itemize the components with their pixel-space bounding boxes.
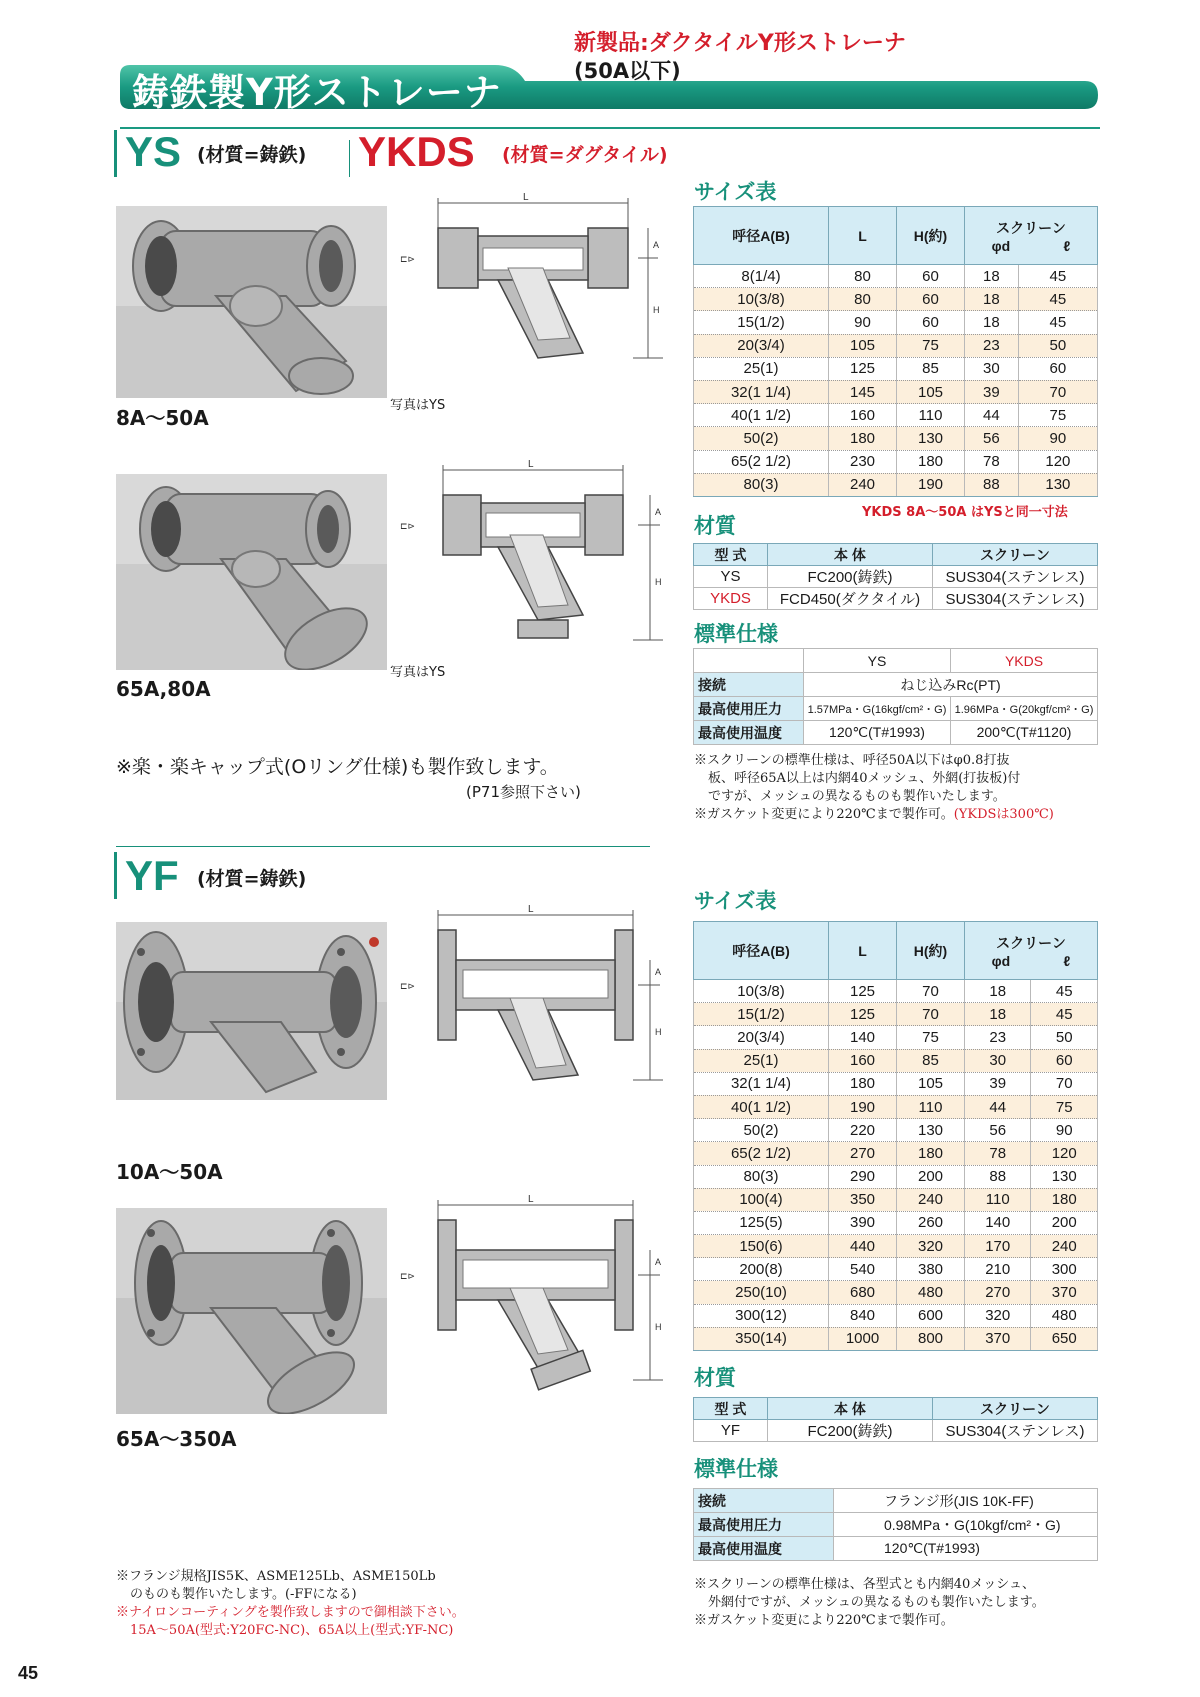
- section-code-ykds: YKDS: [358, 128, 475, 175]
- size-phi-d: 39: [965, 380, 1019, 403]
- size-h: 70: [897, 1003, 965, 1026]
- ring-cap-reference: (P71参照下さい): [466, 783, 581, 801]
- size-nominal: 32(1 1/4): [694, 380, 829, 403]
- gasket-note-ys: [694, 806, 1114, 824]
- size-ell: 45: [1018, 288, 1097, 311]
- svg-text:A: A: [653, 240, 660, 250]
- size-nominal: 100(4): [694, 1188, 829, 1211]
- material-screen: SUS304(ステンレス): [933, 588, 1098, 610]
- size-h: 60: [897, 265, 965, 288]
- size-l: 1000: [829, 1327, 897, 1350]
- table-row: [694, 649, 1098, 673]
- material-body: FC200(鋳鉄): [768, 1420, 933, 1442]
- svg-text:L: L: [523, 192, 529, 203]
- size-l: 145: [829, 380, 897, 403]
- spec-title-ys: 標準仕様: [694, 622, 778, 646]
- section-code-yf: YF: [125, 852, 179, 899]
- size-header-screen: [965, 207, 1098, 265]
- size-phi-d: 170: [965, 1235, 1031, 1258]
- section-material-ykds: (材質=ダグタイル): [502, 144, 668, 166]
- section-rule: [116, 846, 650, 847]
- size-header-l: L: [829, 207, 897, 265]
- table-row: [694, 1258, 1098, 1281]
- size-nominal: 80(3): [694, 1165, 829, 1188]
- size-phi-d: 270: [965, 1281, 1031, 1304]
- size-h: 600: [897, 1304, 965, 1327]
- size-phi-d: 18: [965, 311, 1019, 334]
- table-row: [694, 721, 1098, 745]
- table-row: [694, 357, 1098, 380]
- note-line: のものも製作いたします。(-FFになる): [130, 1587, 357, 1602]
- size-ell: 120: [1031, 1142, 1098, 1165]
- svg-text:L: L: [528, 1194, 534, 1205]
- dimension-drawing-ys-large: [398, 455, 678, 660]
- svg-text:H: H: [655, 577, 662, 587]
- size-l: 80: [829, 265, 897, 288]
- size-ell: 180: [1031, 1188, 1098, 1211]
- size-h: 380: [897, 1258, 965, 1281]
- size-table-title-yf: サイズ表: [694, 889, 777, 913]
- size-h: 75: [897, 1026, 965, 1049]
- size-phi-d: 30: [965, 1049, 1031, 1072]
- material-screen: SUS304(ステンレス): [933, 566, 1098, 588]
- size-table-ys: [693, 206, 1098, 497]
- material-header-body: 本 体: [768, 1398, 933, 1420]
- section-material-yf: (材質=鋳鉄): [197, 868, 307, 890]
- size-phi-d: 110: [965, 1188, 1031, 1211]
- section-bar-ys: [114, 130, 117, 177]
- product-photo-yf-small: [116, 922, 387, 1100]
- size-nominal: 20(3/4): [694, 334, 829, 357]
- note-line: ですが、メッシュの異なるものも製作いたします。: [708, 789, 1006, 804]
- size-nominal: 50(2): [694, 427, 829, 450]
- table-row: [694, 566, 1098, 588]
- nylon-note-models: 15A～50A(型式:Y20FC-NC)、65A以上(型式:YF-NC): [130, 1623, 454, 1638]
- spec-value-pressure-ys: 1.57MPa・G(16kgf/cm²・G): [804, 697, 951, 721]
- size-l: 140: [829, 1026, 897, 1049]
- material-screen: SUS304(ステンレス): [933, 1420, 1098, 1442]
- svg-text:A: A: [655, 507, 662, 517]
- size-phi-d: 39: [965, 1072, 1031, 1095]
- size-h: 85: [897, 1049, 965, 1072]
- table-row: [694, 1026, 1098, 1049]
- size-phi-d: 78: [965, 1142, 1031, 1165]
- spec-value-connection: ねじ込みRc(PT): [804, 673, 1098, 697]
- note-line: ※ガスケット変更により220℃まで製作可。: [694, 1613, 954, 1628]
- svg-text:H: H: [655, 1027, 662, 1037]
- spec-col-ys: YS: [804, 649, 951, 673]
- product-photo-yf-large: [116, 1208, 387, 1414]
- size-h: 260: [897, 1211, 965, 1234]
- material-header-screen: スクリーン: [933, 544, 1098, 566]
- page-title: 鋳鉄製Y形ストレーナ: [132, 71, 502, 114]
- table-row: [694, 1327, 1098, 1350]
- svg-text:⊏⊳: ⊏⊳: [400, 1271, 416, 1281]
- size-ell: 200: [1031, 1211, 1098, 1234]
- product-photo-ys-small: [116, 206, 387, 398]
- page-number: 45: [18, 1663, 39, 1683]
- product-photo-ys-large: [116, 474, 387, 670]
- table-row: [694, 1489, 1098, 1513]
- spec-value-temp: 120℃(T#1993): [834, 1537, 1098, 1561]
- size-header-nominal: 呼径A(B): [694, 207, 829, 265]
- size-ell: 45: [1018, 265, 1097, 288]
- material-table-ys: [693, 543, 1098, 610]
- photo-caption-ys-small: 8A～50A: [116, 406, 209, 430]
- table-row: [694, 980, 1098, 1003]
- spec-label-pressure: 最高使用圧力: [694, 1513, 834, 1537]
- note-line: ※スクリーンの標準仕様は、各型式とも内網40メッシュ、: [694, 1577, 1036, 1592]
- size-phi-d: 320: [965, 1304, 1031, 1327]
- size-header-ell: ℓ: [1063, 952, 1071, 969]
- table-row: [694, 673, 1098, 697]
- size-nominal: 40(1 1/2): [694, 404, 829, 427]
- size-h: 70: [897, 980, 965, 1003]
- size-h: 200: [897, 1165, 965, 1188]
- spec-table-yf: [693, 1488, 1098, 1561]
- section-material-ys: (材質=鋳鉄): [197, 144, 307, 166]
- size-phi-d: 18: [965, 1003, 1031, 1026]
- table-row: [694, 1188, 1098, 1211]
- spec-table-ys: [693, 648, 1098, 745]
- size-l: 220: [829, 1119, 897, 1142]
- size-nominal: 10(3/8): [694, 288, 829, 311]
- size-nominal: 80(3): [694, 473, 829, 496]
- svg-text:⊏⊳: ⊏⊳: [400, 254, 416, 264]
- svg-text:⊏⊳: ⊏⊳: [400, 521, 416, 531]
- table-row: [694, 1119, 1098, 1142]
- size-l: 125: [829, 980, 897, 1003]
- svg-text:A: A: [655, 967, 662, 977]
- svg-text:⊏⊳: ⊏⊳: [400, 981, 416, 991]
- size-ell: 480: [1031, 1304, 1098, 1327]
- size-nominal: 15(1/2): [694, 1003, 829, 1026]
- size-ell: 90: [1031, 1119, 1098, 1142]
- size-ell: 370: [1031, 1281, 1098, 1304]
- size-h: 320: [897, 1235, 965, 1258]
- size-nominal: 150(6): [694, 1235, 829, 1258]
- size-nominal: 8(1/4): [694, 265, 829, 288]
- svg-text:H: H: [653, 305, 660, 315]
- size-h: 110: [897, 1095, 965, 1118]
- size-phi-d: 44: [965, 404, 1019, 427]
- title-divider: [120, 127, 1100, 129]
- size-phi-d: 44: [965, 1095, 1031, 1118]
- dimension-drawing-yf-small: [398, 900, 678, 1105]
- material-body: FCD450(ダクタイル): [768, 588, 933, 610]
- size-table-title-ys: サイズ表: [694, 180, 777, 204]
- material-header-screen: スクリーン: [933, 1398, 1098, 1420]
- size-nominal: 350(14): [694, 1327, 829, 1350]
- size-h: 105: [897, 1072, 965, 1095]
- size-l: 540: [829, 1258, 897, 1281]
- size-l: 680: [829, 1281, 897, 1304]
- size-l: 290: [829, 1165, 897, 1188]
- table-row: [694, 1095, 1098, 1118]
- size-header-screen-label: スクリーン: [996, 934, 1066, 951]
- size-h: 190: [897, 473, 965, 496]
- size-phi-d: 23: [965, 1026, 1031, 1049]
- size-l: 350: [829, 1188, 897, 1211]
- svg-text:L: L: [528, 904, 534, 915]
- size-l: 190: [829, 1095, 897, 1118]
- table-row: [694, 1281, 1098, 1304]
- size-h: 60: [897, 311, 965, 334]
- size-ell: 45: [1031, 980, 1098, 1003]
- size-nominal: 32(1 1/4): [694, 1072, 829, 1095]
- section-bar-yf: [114, 852, 117, 899]
- note-line: 板、呼径65A以上は内網40メッシュ、外網(打抜板)付: [708, 771, 1021, 786]
- photo-caption-yf-small: 10A～50A: [116, 1160, 223, 1184]
- size-nominal: 40(1 1/2): [694, 1095, 829, 1118]
- size-l: 160: [829, 1049, 897, 1072]
- size-phi-d: 18: [965, 265, 1019, 288]
- size-ell: 75: [1018, 404, 1097, 427]
- material-title-ys: 材質: [694, 514, 736, 538]
- size-l: 270: [829, 1142, 897, 1165]
- size-nominal: 65(2 1/2): [694, 450, 829, 473]
- spec-blank: [694, 649, 804, 673]
- size-nominal: 20(3/4): [694, 1026, 829, 1049]
- size-h: 130: [897, 427, 965, 450]
- note-line: ※スクリーンの標準仕様は、呼径50A以下はφ0.8打抜: [694, 753, 1010, 768]
- table-row: [694, 1235, 1098, 1258]
- size-h: 60: [897, 288, 965, 311]
- size-l: 440: [829, 1235, 897, 1258]
- spec-label-pressure: 最高使用圧力: [694, 697, 804, 721]
- gasket-note-ykds: (YKDSは300℃): [953, 807, 1054, 822]
- size-l: 390: [829, 1211, 897, 1234]
- size-ell: 70: [1031, 1072, 1098, 1095]
- svg-text:H: H: [655, 1322, 662, 1332]
- size-phi-d: 88: [965, 1165, 1031, 1188]
- size-header-screen-label: スクリーン: [996, 219, 1066, 236]
- material-body: FC200(鋳鉄): [768, 566, 933, 588]
- spec-label-connection: 接続: [694, 673, 804, 697]
- size-h: 240: [897, 1188, 965, 1211]
- size-table-yf: [693, 921, 1098, 1351]
- photo-caption-ys-large: 65A,80A: [116, 677, 211, 701]
- size-phi-d: 18: [965, 288, 1019, 311]
- table-row: [694, 1211, 1098, 1234]
- new-product-size: (50A以下): [574, 59, 681, 83]
- ring-cap-note: ※楽・楽キャップ式(Oリング仕様)も製作致します。: [116, 756, 559, 778]
- size-l: 105: [829, 334, 897, 357]
- size-ell: 60: [1018, 357, 1097, 380]
- size-ell: 45: [1031, 1003, 1098, 1026]
- svg-text:L: L: [528, 459, 534, 470]
- size-l: 240: [829, 473, 897, 496]
- size-ell: 130: [1018, 473, 1097, 496]
- size-nominal: 200(8): [694, 1258, 829, 1281]
- size-ell: 300: [1031, 1258, 1098, 1281]
- photo-caption-yf-large: 65A～350A: [116, 1427, 237, 1451]
- size-phi-d: 88: [965, 473, 1019, 496]
- material-header-model: 型 式: [694, 544, 768, 566]
- size-l: 125: [829, 1003, 897, 1026]
- dimension-drawing-yf-large: [398, 1190, 678, 1400]
- size-h: 480: [897, 1281, 965, 1304]
- size-phi-d: 23: [965, 334, 1019, 357]
- material-header-body: 本 体: [768, 544, 933, 566]
- note-line: ※フランジ規格JIS5K、ASME125Lb、ASME150Lb: [116, 1569, 436, 1584]
- size-phi-d: 56: [965, 1119, 1031, 1142]
- size-phi-d: 210: [965, 1258, 1031, 1281]
- spec-value-temp-ykds: 200℃(T#1120): [951, 721, 1098, 745]
- drawing-note-ys-large: 写真はYS: [390, 665, 446, 680]
- table-row: [694, 427, 1098, 450]
- svg-text:A: A: [655, 1257, 662, 1267]
- size-phi-d: 56: [965, 427, 1019, 450]
- size-h: 75: [897, 334, 965, 357]
- table-row: [694, 588, 1098, 610]
- size-phi-d: 78: [965, 450, 1019, 473]
- material-model: YKDS: [694, 588, 768, 610]
- size-phi-d: 18: [965, 980, 1031, 1003]
- size-phi-d: 370: [965, 1327, 1031, 1350]
- size-l: 80: [829, 288, 897, 311]
- material-table-yf: [693, 1397, 1098, 1442]
- flange-note: [116, 1568, 676, 1640]
- size-h: 85: [897, 357, 965, 380]
- table-row: [694, 265, 1098, 288]
- material-title-yf: 材質: [694, 1366, 736, 1390]
- material-model: YF: [694, 1420, 768, 1442]
- gasket-note-text: ※ガスケット変更により220℃まで製作可。: [694, 807, 954, 822]
- size-header-phi-d: φd: [991, 952, 1011, 969]
- size-ell: 45: [1018, 311, 1097, 334]
- spec-value-temp-ys: 120℃(T#1993): [804, 721, 951, 745]
- size-h: 130: [897, 1119, 965, 1142]
- size-phi-d: 30: [965, 357, 1019, 380]
- table-row: [694, 380, 1098, 403]
- table-row: [694, 450, 1098, 473]
- spec-label-temp: 最高使用温度: [694, 721, 804, 745]
- table-row: [694, 697, 1098, 721]
- table-row: [694, 1049, 1098, 1072]
- size-nominal: 250(10): [694, 1281, 829, 1304]
- nylon-note: ※ナイロンコーティングを製作致しますので御相談下さい。: [116, 1605, 465, 1620]
- size-l: 160: [829, 404, 897, 427]
- size-h: 180: [897, 450, 965, 473]
- size-l: 180: [829, 427, 897, 450]
- size-nominal: 300(12): [694, 1304, 829, 1327]
- table-row: [694, 473, 1098, 496]
- size-nominal: 65(2 1/2): [694, 1142, 829, 1165]
- size-ell: 70: [1018, 380, 1097, 403]
- size-ell: 75: [1031, 1095, 1098, 1118]
- table-row: [694, 288, 1098, 311]
- material-header-model: 型 式: [694, 1398, 768, 1420]
- size-h: 105: [897, 380, 965, 403]
- size-l: 180: [829, 1072, 897, 1095]
- table-row: [694, 1165, 1098, 1188]
- size-h: 180: [897, 1142, 965, 1165]
- size-header-screen: [965, 922, 1098, 980]
- dimension-drawing-ys-small: [398, 188, 678, 388]
- size-ell: 50: [1018, 334, 1097, 357]
- new-product-label: 新製品:ダクタイルY形ストレーナ: [574, 31, 906, 56]
- material-model: YS: [694, 566, 768, 588]
- size-h: 800: [897, 1327, 965, 1350]
- spec-value-pressure: 0.98MPa・G(10kgf/cm²・G): [834, 1513, 1098, 1537]
- size-l: 230: [829, 450, 897, 473]
- size-nominal: 25(1): [694, 357, 829, 380]
- size-ell: 60: [1031, 1049, 1098, 1072]
- size-ell: 130: [1031, 1165, 1098, 1188]
- size-header-nominal: 呼径A(B): [694, 922, 829, 980]
- size-header-h: H(約): [897, 922, 965, 980]
- size-h: 110: [897, 404, 965, 427]
- spec-label-temp: 最高使用温度: [694, 1537, 834, 1561]
- size-header-l: L: [829, 922, 897, 980]
- size-header-ell: ℓ: [1063, 237, 1071, 254]
- table-row: [694, 1072, 1098, 1095]
- spec-value-pressure-ykds: 1.96MPa・G(20kgf/cm²・G): [951, 697, 1098, 721]
- drawing-note-ys-small: 写真はYS: [390, 398, 446, 413]
- size-l: 840: [829, 1304, 897, 1327]
- table-row: [694, 404, 1098, 427]
- section-divider: [349, 140, 350, 177]
- size-phi-d: 140: [965, 1211, 1031, 1234]
- size-l: 125: [829, 357, 897, 380]
- size-l: 90: [829, 311, 897, 334]
- table-row: [694, 1003, 1098, 1026]
- spec-title-yf: 標準仕様: [694, 1457, 778, 1481]
- spec-value-connection: フランジ形(JIS 10K-FF): [834, 1489, 1098, 1513]
- table-row: [694, 1304, 1098, 1327]
- size-nominal: 50(2): [694, 1119, 829, 1142]
- note-line: 外網付ですが、メッシュの異なるものも製作いたします。: [708, 1595, 1045, 1610]
- section-code-ys: YS: [125, 128, 182, 175]
- size-header-h: H(約): [897, 207, 965, 265]
- table-row: [694, 311, 1098, 334]
- size-ell: 120: [1018, 450, 1097, 473]
- size-ell: 650: [1031, 1327, 1098, 1350]
- size-ell: 50: [1031, 1026, 1098, 1049]
- spec-label-connection: 接続: [694, 1489, 834, 1513]
- size-nominal: 25(1): [694, 1049, 829, 1072]
- size-ell: 240: [1031, 1235, 1098, 1258]
- spec-col-ykds: YKDS: [951, 649, 1098, 673]
- size-nominal: 15(1/2): [694, 311, 829, 334]
- screen-spec-note-yf: [694, 1576, 1134, 1630]
- size-ell: 90: [1018, 427, 1097, 450]
- table-row: [694, 1142, 1098, 1165]
- size-header-phi-d: φd: [991, 237, 1011, 254]
- size-nominal: 125(5): [694, 1211, 829, 1234]
- table-row: [694, 1513, 1098, 1537]
- size-nominal: 10(3/8): [694, 980, 829, 1003]
- table-row: [694, 1537, 1098, 1561]
- table-row: [694, 1420, 1098, 1442]
- ykds-size-note: YKDS 8A～50A はYSと同一寸法: [862, 505, 1068, 520]
- table-row: [694, 334, 1098, 357]
- screen-spec-note-ys: [694, 752, 1114, 824]
